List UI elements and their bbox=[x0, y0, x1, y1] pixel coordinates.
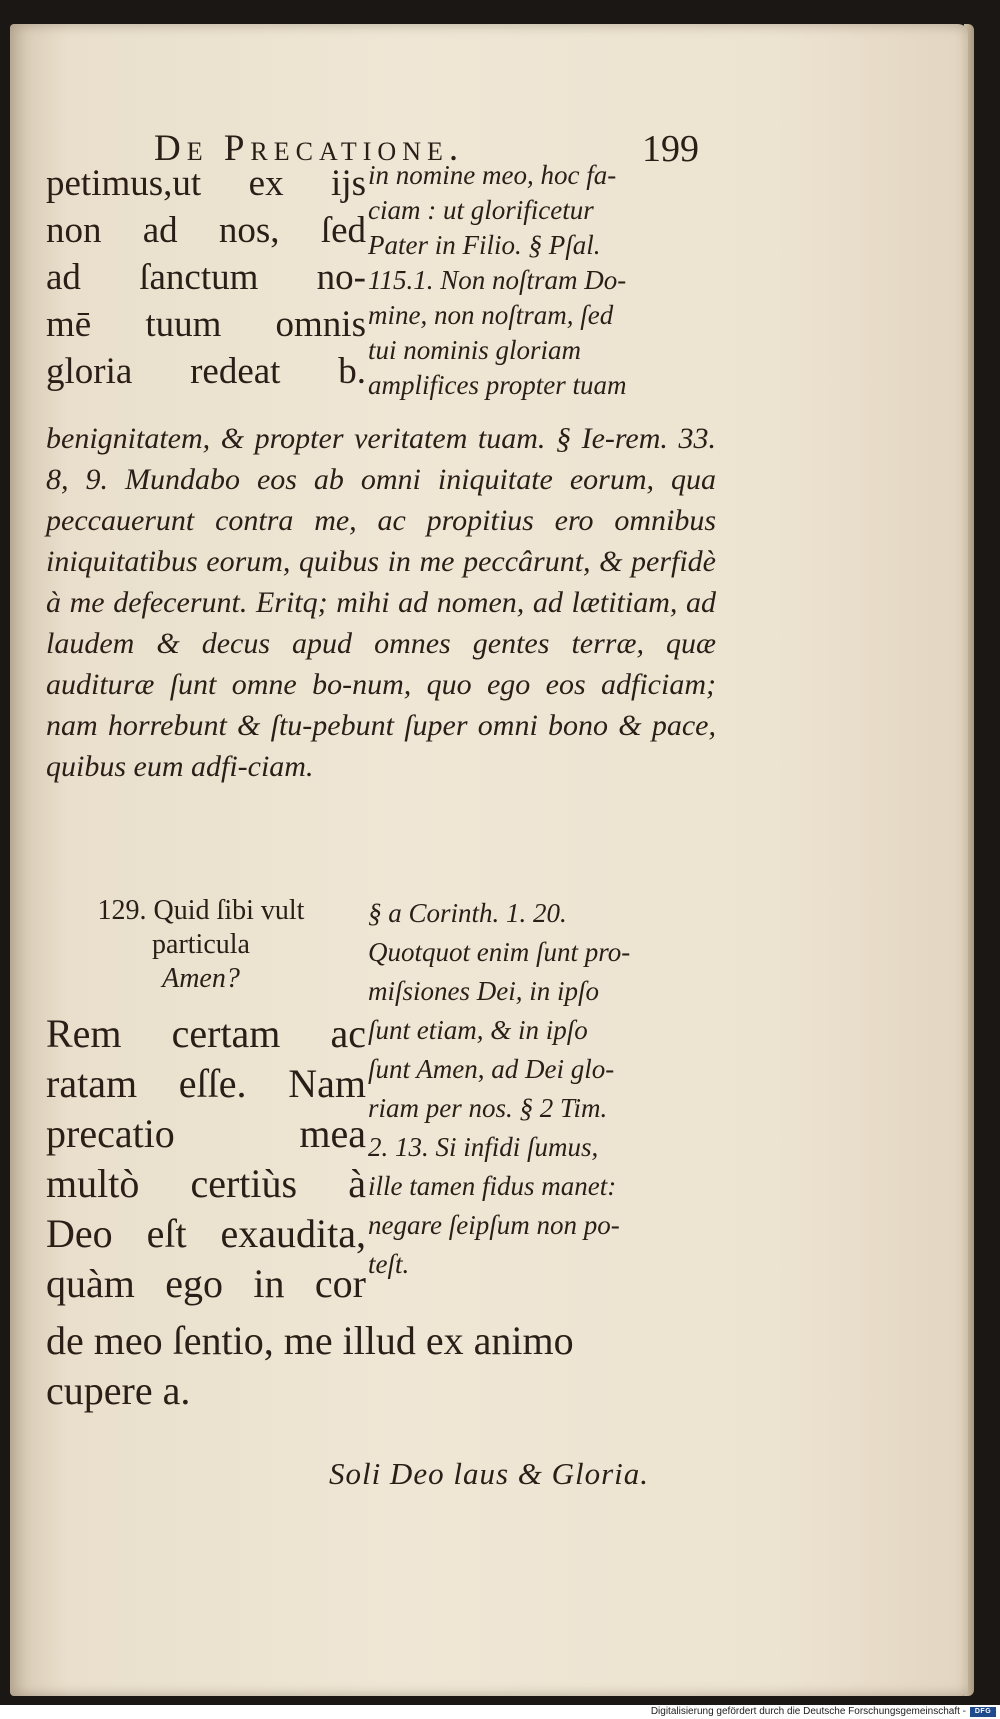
text-line: de meo ſentio, me illud ex animo bbox=[46, 1318, 574, 1363]
note-line: riam per nos. § 2 Tim. bbox=[368, 1093, 608, 1123]
scripture-note-full: benignitatem, & propter veritatem tuam. § Ie-rem. 33. 8, 9. Mundabo eos ab omni iniquitate eorum, qua peccauerunt contra me, ac propitius ero omnibus iniquitatibus eorum, quibus in me peccârunt, & perfidè à me defecerunt. Eritq; mihi ad nomen, ad lætitiam, ad laudem & decus apud omnes gentes terræ, quæ audituræ ſunt omne bo-num, quo ego eos adficiam; nam horrebunt & ſtu-pebunt ſuper omni bono & pace, quibus eum adfi-ciam. bbox=[46, 422, 716, 783]
text-line: ratam eſſe. Nam bbox=[46, 1061, 366, 1106]
running-head: De Precatione. bbox=[154, 128, 465, 169]
digitization-footer bbox=[0, 1705, 1000, 1719]
dfg-logo-icon: DFG bbox=[970, 1707, 996, 1717]
text-line: ad ſanctum no- bbox=[46, 257, 366, 298]
note-line: Pater in Filio. § Pſal. bbox=[368, 230, 601, 260]
note-line: mine, non noſtram, ſed bbox=[368, 300, 614, 330]
note-line: miſsiones Dei, in ipſo bbox=[368, 976, 599, 1006]
footer-credit: Digitalisierung gefördert durch die Deutsche Forschungsgemeinschaft - bbox=[650, 1706, 966, 1717]
note-line: 2. 13. Si infidi ſumus, bbox=[368, 1132, 599, 1162]
marginal-note-bottom bbox=[368, 894, 718, 1284]
text-line: cupere a. bbox=[46, 1368, 191, 1413]
text-line: Deo eſt exaudita, bbox=[46, 1211, 366, 1256]
note-line: Quotquot enim ſunt pro- bbox=[368, 937, 631, 967]
note-line: § a Corinth. 1. 20. bbox=[368, 898, 567, 928]
text-line: petimus,ut ex ijs bbox=[46, 163, 366, 204]
text-line: mē tuum omnis bbox=[46, 304, 366, 345]
note-line: ille tamen fidus manet: bbox=[368, 1171, 617, 1201]
text-line: precatio mea bbox=[46, 1111, 366, 1156]
question-line: particula bbox=[152, 929, 250, 960]
marginal-note-top bbox=[368, 158, 718, 403]
note-line: ſunt Amen, ad Dei glo- bbox=[368, 1054, 615, 1084]
question-number: 129. Quid ſibi vult bbox=[97, 895, 305, 926]
note-line: negare ſeipſum non po- bbox=[368, 1210, 620, 1240]
answer-tail bbox=[46, 1316, 716, 1416]
question-word: Amen? bbox=[162, 963, 240, 994]
main-text-top bbox=[46, 160, 366, 395]
text-line: gloria redeat b. bbox=[46, 351, 366, 392]
answer-text bbox=[46, 1009, 366, 1309]
note-line: amplifices propter tuam bbox=[368, 370, 627, 400]
question-label bbox=[46, 894, 356, 996]
note-line: tui nominis gloriam bbox=[368, 335, 582, 365]
note-line: teſt. bbox=[368, 1249, 410, 1279]
text-line: quàm ego in cor bbox=[46, 1261, 366, 1306]
note-line: 115.1. Non noſtram Do- bbox=[368, 265, 627, 295]
text-line: non ad nos, ſed bbox=[46, 210, 366, 251]
note-line: ciam : ut glorificetur bbox=[368, 195, 594, 225]
note-line: in nomine meo, hoc fa- bbox=[368, 160, 617, 190]
book-page bbox=[10, 24, 968, 1696]
note-line: ſunt etiam, & in ipſo bbox=[368, 1015, 588, 1045]
page-number: 199 bbox=[642, 128, 699, 170]
text-line: Rem certam ac bbox=[46, 1011, 366, 1056]
closing-doxology: Soli Deo laus & Gloria. bbox=[328, 1456, 650, 1491]
text-line: multò certiùs à bbox=[46, 1161, 366, 1206]
